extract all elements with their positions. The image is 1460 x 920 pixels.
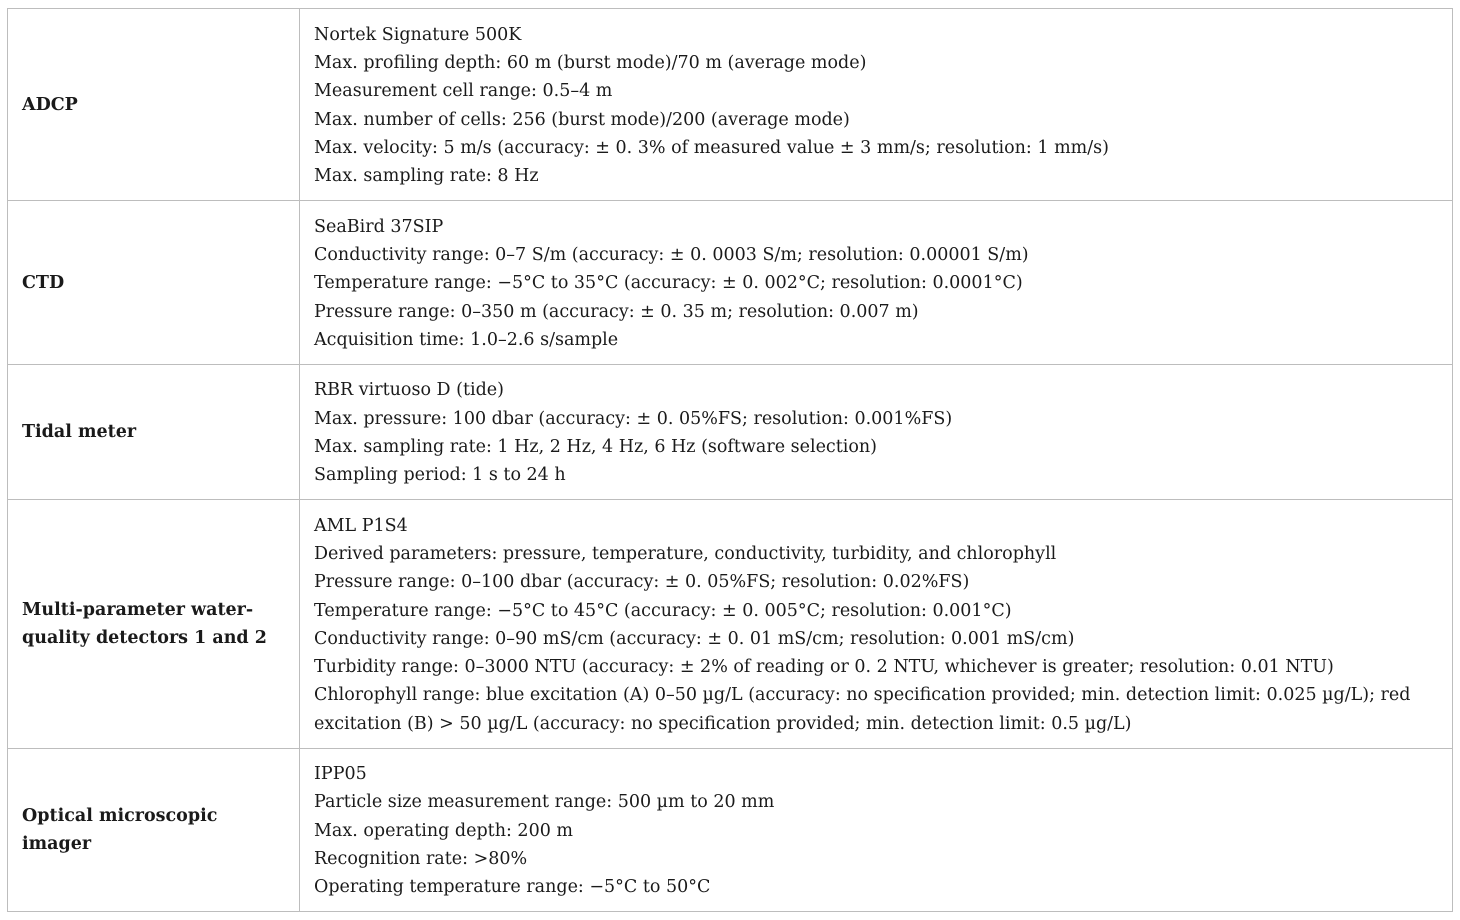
spec-line: Max. number of cells: 256 (burst mode)/200 (average mode): [314, 109, 850, 130]
spec-line: Temperature range: −5°C to 35°C (accuracy: ± 0. 002°C; resolution: 0.0001°C): [314, 273, 1023, 294]
spec-line: Derived parameters: pressure, temperature, conductivity, turbidity, and chlorophyll: [314, 543, 1057, 564]
instrument-specs: [300, 201, 1453, 364]
table-row: [8, 748, 1453, 911]
spec-line: Acquisition time: 1.0–2.6 s/sample: [314, 330, 619, 351]
instrument-spec-table: [7, 8, 1453, 912]
table-row: [8, 364, 1453, 499]
instrument-specs: [300, 748, 1453, 911]
spec-line: Turbidity range: 0–3000 NTU (accuracy: ± 2% of reading or 0. 2 NTU, whichever is greater; resolution: 0.01 NTU): [314, 657, 1334, 678]
spec-line: Max. pressure: 100 dbar (accuracy: ± 0. 05%FS; resolution: 0.001%FS): [314, 408, 953, 429]
spec-line: Pressure range: 0–100 dbar (accuracy: ± 0. 05%FS; resolution: 0.02%FS): [314, 572, 970, 593]
spec-line: Chlorophyll range: blue excitation (A) 0–50 µg/L (accuracy: no specification provided; min. detection limit: 0.025 µg/L); red excitation (B) > 50 µg/L (accuracy: no specification provided; min. detection limit: 0.5 µg/L): [314, 685, 1411, 734]
spec-line: Recognition rate: >80%: [314, 848, 528, 869]
spec-line: Operating temperature range: −5°C to 50°C: [314, 877, 711, 898]
spec-line: Max. sampling rate: 8 Hz: [314, 166, 539, 187]
instrument-specs: [300, 9, 1453, 201]
spec-line: Max. profiling depth: 60 m (burst mode)/70 m (average mode): [314, 53, 867, 74]
instrument-name: CTD: [8, 201, 300, 364]
instrument-specs: [300, 364, 1453, 499]
spec-line: Conductivity range: 0–90 mS/cm (accuracy: ± 0. 01 mS/cm; resolution: 0.001 mS/cm): [314, 628, 1075, 649]
spec-line: Measurement cell range: 0.5–4 m: [314, 81, 613, 102]
spec-line: Particle size measurement range: 500 µm to 20 mm: [314, 792, 775, 813]
instrument-name: Multi-parameter water-quality detectors 1 and 2: [8, 500, 300, 749]
spec-line: Max. operating depth: 200 m: [314, 820, 573, 841]
spec-line: Pressure range: 0–350 m (accuracy: ± 0. 35 m; resolution: 0.007 m): [314, 301, 919, 322]
spec-line: IPP05: [314, 764, 367, 785]
spec-line: AML P1S4: [314, 515, 408, 536]
spec-line: Temperature range: −5°C to 45°C (accuracy: ± 0. 005°C; resolution: 0.001°C): [314, 600, 1012, 621]
instrument-name: Optical microscopic imager: [8, 748, 300, 911]
instrument-name: ADCP: [8, 9, 300, 201]
spec-line: Max. velocity: 5 m/s (accuracy: ± 0. 3% of measured value ± 3 mm/s; resolution: 1 mm/s): [314, 138, 1109, 158]
spec-line: Nortek Signature 500K: [314, 24, 522, 45]
table-row: [8, 9, 1453, 201]
spec-line: Sampling period: 1 s to 24 h: [314, 465, 566, 486]
spec-line: RBR virtuoso D (tide): [314, 380, 504, 401]
spec-line: SeaBird 37SIP: [314, 216, 444, 237]
spec-line: Max. sampling rate: 1 Hz, 2 Hz, 4 Hz, 6 Hz (software selection): [314, 436, 877, 457]
table-row: [8, 201, 1453, 364]
spec-line: Conductivity range: 0–7 S/m (accuracy: ± 0. 0003 S/m; resolution: 0.00001 S/m): [314, 245, 1029, 266]
instrument-specs: [300, 500, 1453, 749]
table-row: [8, 500, 1453, 749]
instrument-name: Tidal meter: [8, 364, 300, 499]
